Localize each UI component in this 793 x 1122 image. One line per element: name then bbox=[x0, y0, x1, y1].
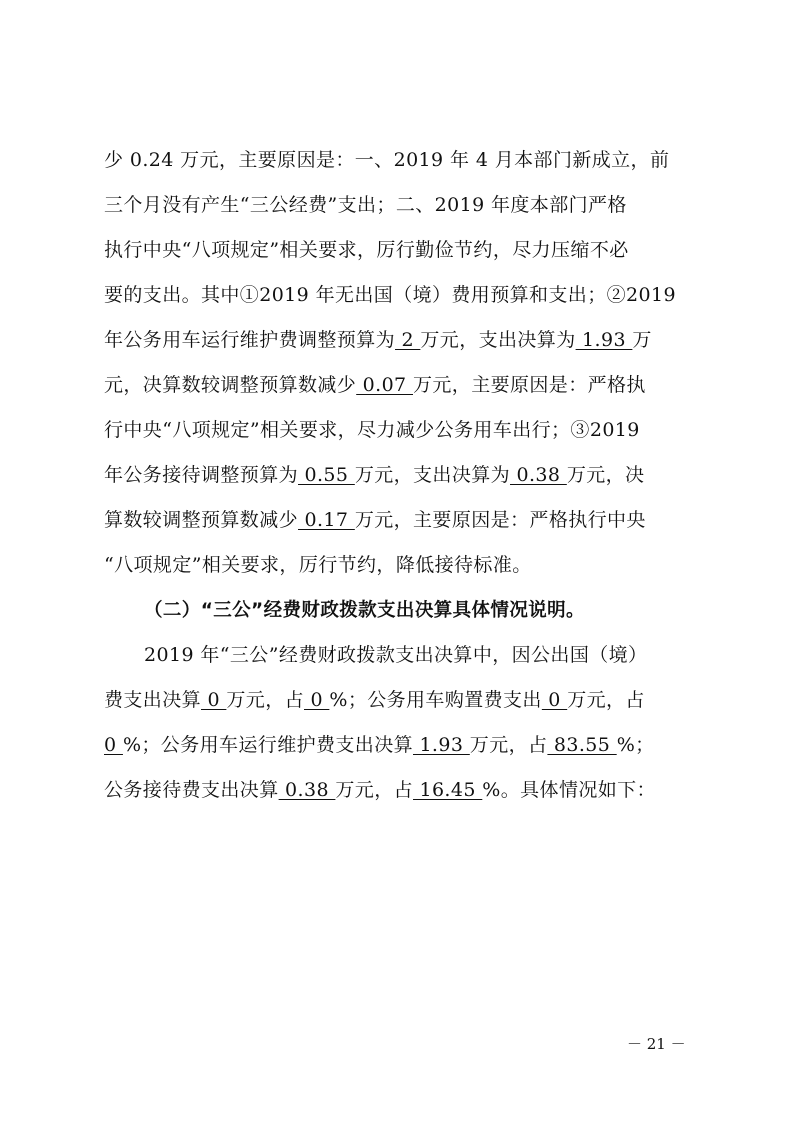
underlined-value: 83.55 bbox=[547, 734, 617, 756]
paragraph-line bbox=[104, 228, 690, 273]
text-run: 执行中央“八项规定”相关要求，厉行勤俭节约，尽力压缩不必 bbox=[104, 239, 629, 261]
underlined-value: 0.55 bbox=[298, 464, 355, 486]
underlined-value: 0.07 bbox=[356, 374, 413, 396]
underlined-value: 0 bbox=[304, 689, 330, 711]
section-heading: （二）“三公”经费财政拨款支出决算具体情况说明。 bbox=[144, 600, 585, 621]
underlined-value: 0.38 bbox=[278, 779, 336, 801]
text-run: 万 bbox=[632, 329, 652, 351]
text-run: 三个月没有产生“三公经费”支出；二、2019 年度本部门严格 bbox=[104, 194, 627, 216]
paragraph-line bbox=[104, 723, 690, 768]
text-run: 万元，占 bbox=[226, 689, 304, 711]
text-run: 公务接待费支出决算 bbox=[104, 779, 279, 801]
paragraph-line bbox=[104, 408, 690, 453]
text-run: 年公务接待调整预算为 bbox=[104, 464, 299, 486]
text-run: 万元，占 bbox=[567, 689, 645, 711]
paragraph-line bbox=[104, 768, 690, 813]
text-run: 万元，决 bbox=[566, 464, 645, 486]
underlined-value: 0 bbox=[201, 689, 227, 711]
text-run: 万元，支出决算为 bbox=[420, 329, 576, 351]
paragraph-line bbox=[104, 183, 690, 228]
text-run: %。具体情况如下： bbox=[482, 779, 656, 801]
text-run: %； bbox=[616, 734, 655, 756]
paragraph-line bbox=[104, 453, 690, 498]
text-run: 万元，占 bbox=[469, 734, 548, 756]
text-run: 元，决算数较调整预算数减少 bbox=[104, 374, 357, 396]
text-run: 万元，主要原因是：严格执行中央 bbox=[354, 509, 646, 531]
underlined-value: 0 bbox=[541, 689, 568, 711]
text-run: 行中央“八项规定”相关要求，尽力减少公务用车出行；③2019 bbox=[104, 419, 640, 441]
paragraph-line bbox=[104, 363, 690, 408]
paragraph-line bbox=[104, 633, 690, 678]
text-run: %；公务用车购置费支出 bbox=[329, 689, 542, 711]
underlined-value: 1.93 bbox=[413, 734, 470, 756]
page-number: － 21 － bbox=[627, 1035, 686, 1053]
text-run: 年公务用车运行维护费调整预算为 bbox=[104, 329, 396, 351]
paragraph-line bbox=[104, 138, 690, 183]
body-text bbox=[104, 138, 690, 813]
paragraph-line bbox=[104, 543, 690, 588]
paragraph-line bbox=[104, 318, 690, 363]
text-run: “八项规定”相关要求，厉行节约，降低接待标准。 bbox=[104, 554, 532, 576]
underlined-value: 2 bbox=[395, 329, 421, 351]
text-run: 2019 年“三公”经费财政拨款支出决算中，因公出国（境） bbox=[144, 644, 648, 666]
text-run: 万元，占 bbox=[335, 779, 414, 801]
underlined-value: 1.93 bbox=[575, 329, 633, 351]
text-run: %；公务用车运行维护费支出决算 bbox=[122, 734, 413, 756]
underlined-value: 0 bbox=[104, 734, 123, 756]
text-run: 费支出决算 bbox=[104, 689, 202, 711]
paragraph-line bbox=[104, 273, 690, 318]
underlined-value: 0.17 bbox=[298, 509, 355, 531]
text-run: 万元，主要原因是：严格执 bbox=[413, 374, 646, 396]
paragraph-line bbox=[104, 678, 690, 723]
text-run: 要的支出。其中①2019 年无出国（境）费用预算和支出；②2019 bbox=[104, 284, 676, 306]
underlined-value: 16.45 bbox=[413, 779, 483, 801]
paragraph-line bbox=[104, 498, 690, 543]
text-run: 算数较调整预算数减少 bbox=[104, 509, 299, 531]
text-run: 万元，支出决算为 bbox=[354, 464, 511, 486]
underlined-value: 0.38 bbox=[510, 464, 567, 486]
text-run: 少 0.24 万元，主要原因是：一、2019 年 4 月本部门新成立，前 bbox=[104, 149, 670, 171]
